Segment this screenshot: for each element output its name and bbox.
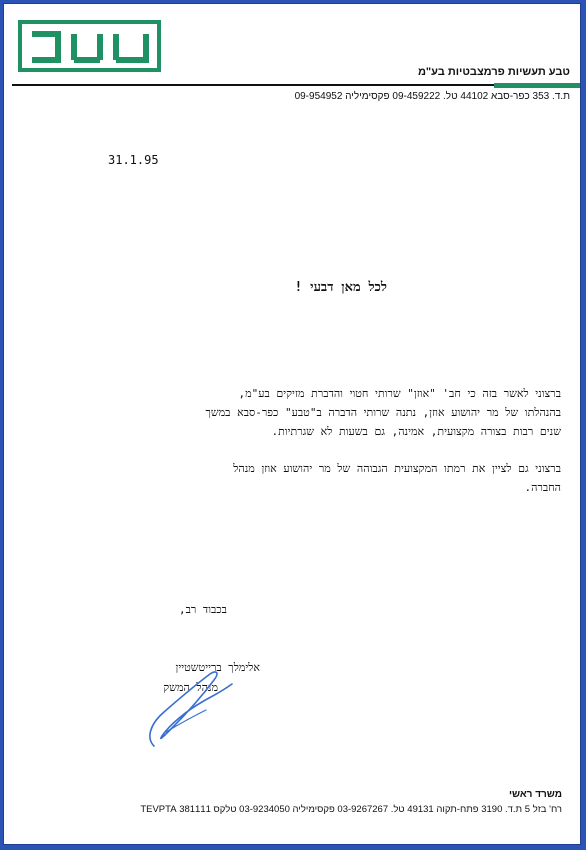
paragraph-line: בהנהלתו של מר יהושוע אוזן, נתנה שרותי הדברה ב"טבע" כפר-סבא במשך: [205, 406, 561, 419]
letter-salutation: לכל מאן דבעי !: [294, 280, 387, 295]
company-name: טבע תעשיות פרמצבטיות בע"מ: [417, 66, 570, 78]
letter-paragraph-1: [91, 384, 561, 441]
handwritten-signature: [136, 666, 251, 751]
letter-closing: בכבוד רב,: [178, 603, 227, 616]
paragraph-line: ברצוני גם לציין את רמתו המקצועית הגבוהה של מר יהושוע אוזן מנהל: [233, 462, 561, 475]
teva-logo: [18, 20, 161, 72]
header-divider: [12, 84, 574, 86]
footer-label: משרד ראשי: [508, 789, 562, 800]
company-address: ת.ד. 353 כפר-סבא 44102 טל. 09-459222 פקסימיליה 09-954952: [294, 91, 570, 102]
signer-title: מנהל המשק: [163, 681, 218, 694]
paragraph-line: החברה.: [524, 481, 561, 494]
letter-paragraph-2: [91, 459, 561, 497]
letter-page: [4, 4, 580, 844]
paragraph-line: שנים רבות בצורה מקצועית, אמינה, גם בשעות לא שגרתיות.: [271, 425, 561, 438]
paragraph-line: ברצוני לאשר בזה כי חב' "אוזן" שרותי חטוי והדברת מזיקים בע"מ,: [238, 387, 561, 400]
letter-date: 31.1.95: [108, 153, 159, 167]
footer-address: רח' בזל 5 ת.ד. 3190 פתח-תקוה 49131 טל. 03-9267267 פקסימיליה 03-9234050 טלקס 381111 TEVPTA: [140, 804, 562, 815]
header-accent-bar: [494, 83, 580, 88]
signer-name: אלימלך ברייטשטיין: [175, 661, 260, 674]
